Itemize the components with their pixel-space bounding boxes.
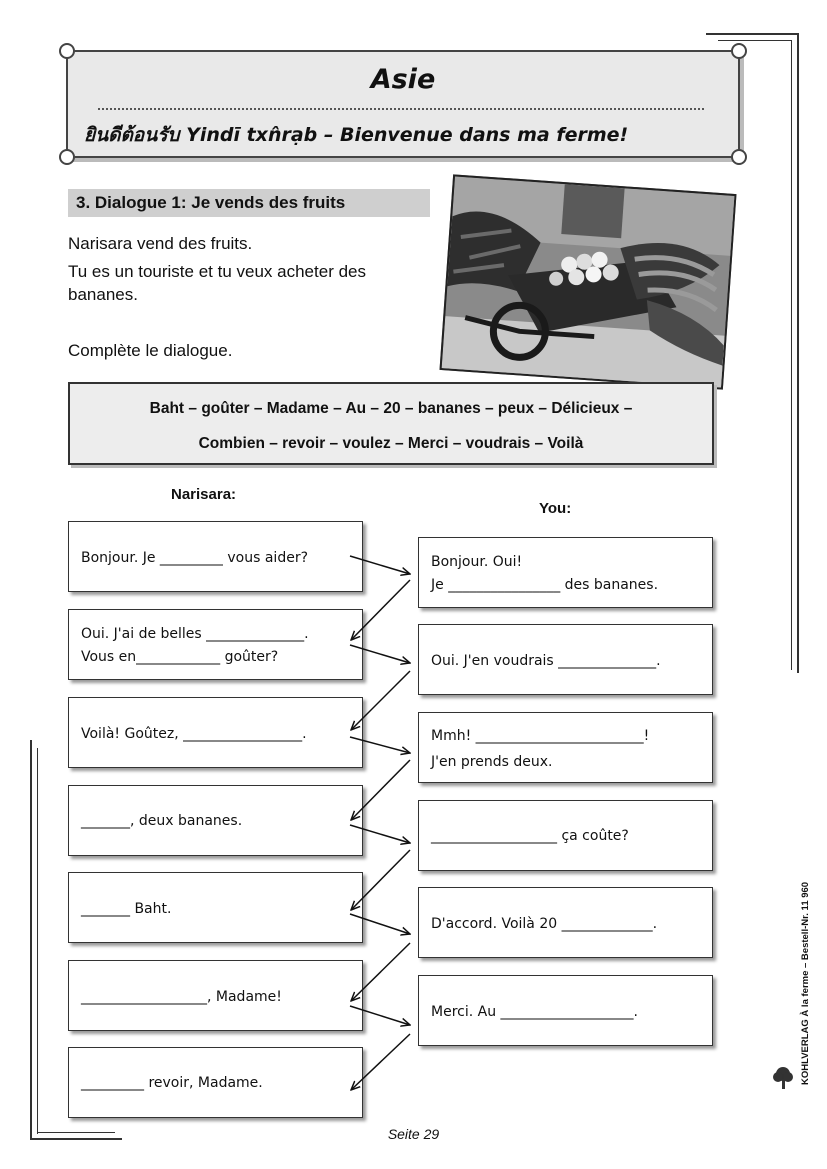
dialogue-line: __________________ ça coûte? xyxy=(431,828,629,844)
dialogue-line: Bonjour. Je _________ vous aider? xyxy=(81,550,309,566)
page-subtitle: ยินดีต้อนรับ Yindī txn̂rạb – Bienvenue dans ma ferme! xyxy=(84,124,629,146)
dialogue-line: Bonjour. Oui! xyxy=(431,554,523,570)
arrow-y6-to-n7 xyxy=(351,1034,410,1090)
publisher-side-text: KOHLVERLAG À la ferme – Bestell-Nr. 11 960 xyxy=(800,881,811,1085)
page-title: Asie xyxy=(370,64,436,95)
dialogue-line: Je ________________ des bananes. xyxy=(431,577,659,593)
word-bank-row-2: Combien – revoir – voulez – Merci – voudrais – Voilà xyxy=(198,435,584,452)
dialogue-line: _______, deux bananes. xyxy=(81,813,243,829)
intro-line-1: Narisara vend des fruits. xyxy=(68,234,253,253)
arrow-y5-to-n6 xyxy=(351,943,410,1001)
arrow-y4-to-n5 xyxy=(351,850,410,910)
section-heading-text: 3. Dialogue 1: Je vends des fruits xyxy=(76,193,346,212)
column-head-narisara: Narisara: xyxy=(171,486,237,503)
page-number: Seite 29 xyxy=(387,1126,440,1142)
dialogue-line: J'en prends deux. xyxy=(431,754,553,770)
dialogue-line: _______ Baht. xyxy=(81,901,172,917)
dialogue-line: D'accord. Voilà 20 _____________. xyxy=(431,916,658,932)
intro-line-2: Tu es un touriste et tu veux acheter des xyxy=(68,262,366,281)
arrow-n6-to-y6 xyxy=(350,1006,410,1025)
intro-line-3: bananes. xyxy=(68,285,138,304)
dialogue-line: Vous en____________ goûter? xyxy=(81,649,279,665)
dialogue-line: Oui. J'en voudrais ______________. xyxy=(431,653,661,669)
word-bank-row-1: Baht – goûter – Madame – Au – 20 – bananes – peux – Délicieux – xyxy=(149,400,633,417)
arrow-n1-to-y1 xyxy=(350,556,410,574)
arrow-n5-to-y5 xyxy=(350,914,410,934)
instruction: Complète le dialogue. xyxy=(68,341,233,360)
dialogue-line: Voilà! Goûtez, _________________. xyxy=(81,726,307,742)
arrow-n4-to-y4 xyxy=(350,825,410,843)
arrow-n2-to-y2 xyxy=(350,645,410,663)
dialogue-line: _________ revoir, Madame. xyxy=(81,1075,263,1091)
arrow-y1-to-n2 xyxy=(351,580,410,640)
dialogue-line: Merci. Au ___________________. xyxy=(431,1004,638,1020)
dialogue-line: __________________, Madame! xyxy=(81,989,282,1005)
dialogue-line: Mmh! ________________________! xyxy=(431,728,650,744)
arrow-y2-to-n3 xyxy=(351,671,410,730)
dialogue-line: Oui. J'ai de belles ______________. xyxy=(81,626,309,642)
publisher-tree-logo-icon xyxy=(772,1066,794,1090)
arrow-n3-to-y3 xyxy=(350,737,410,753)
arrow-y3-to-n4 xyxy=(351,760,410,820)
column-head-you: You: xyxy=(539,500,572,517)
